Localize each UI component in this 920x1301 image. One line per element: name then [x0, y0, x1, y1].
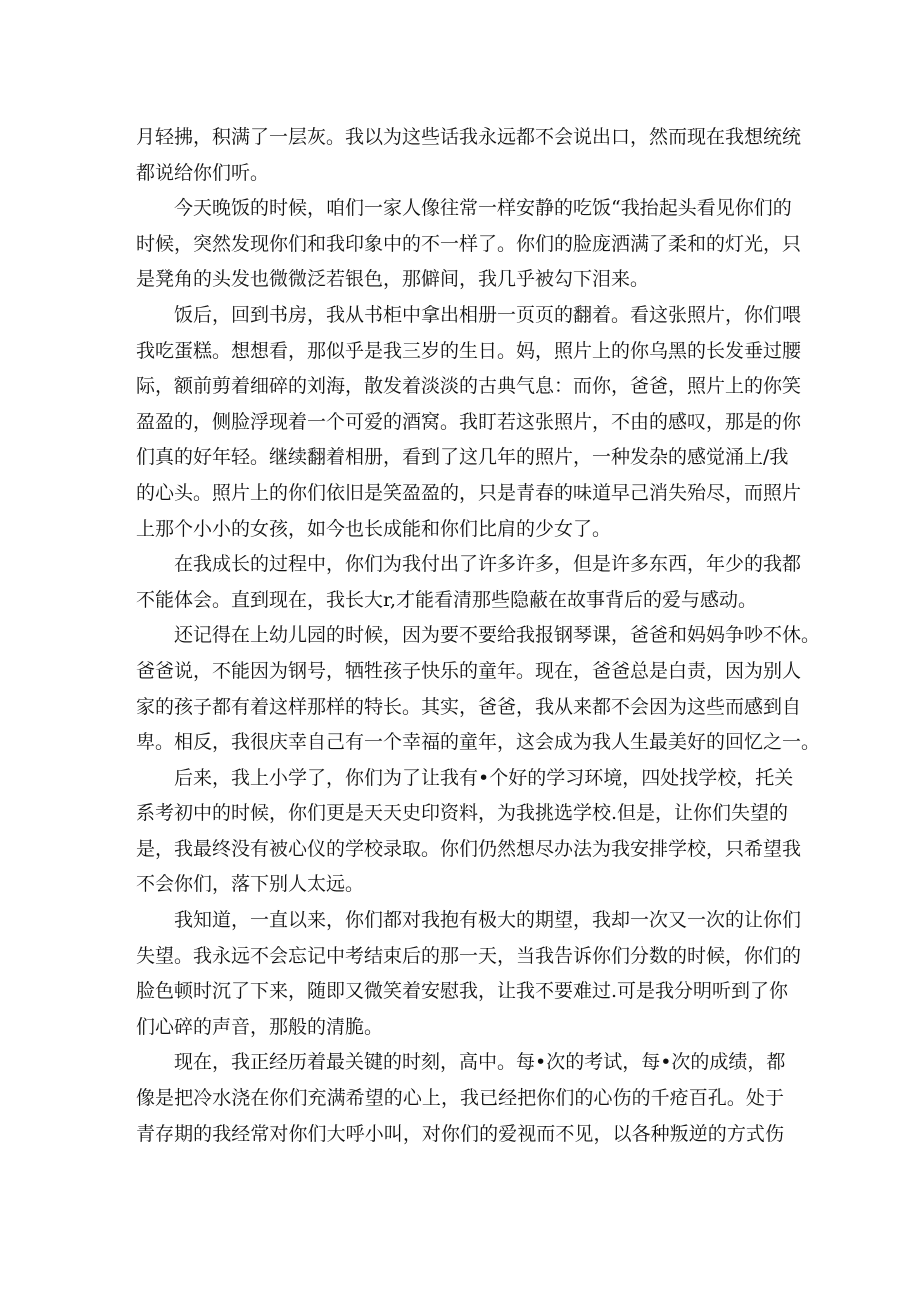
- text-line: 们心碎的声音，那般的清脆。: [136, 1015, 384, 1038]
- text-line: 时候，突然发现你们和我印象中的不一样了。你们的脸庞洒满了柔和的灯光，只: [136, 232, 802, 255]
- text-line: 际，额前剪着细碎的刘海，散发着淡淡的古典气息：而你，爸爸，照片上的你笑: [136, 375, 802, 398]
- text-line: 都说给你们听。: [136, 161, 270, 184]
- text-line: 们真的好年轻。继续翻着相册，看到了这几年的照片，一种发杂的感觉涌上/我: [136, 446, 789, 469]
- text-line: 不会你们，落下别人太远。: [136, 873, 365, 896]
- text-line: 是凳角的头发也微微泛若银色，那僻间，我几乎被勾下泪来。: [136, 268, 650, 291]
- paragraph-8: [136, 1045, 784, 1152]
- text-line: 后来，我上小学了，你们为了让我有•个好的学习环境，四处找学校，托关: [174, 766, 794, 789]
- text-line: 家的孩子都有着这样那样的特长。其实，爸爸，我从来都不会因为这些而感到自: [136, 695, 802, 718]
- text-line: 卑。相反，我很庆幸自己有一个幸福的童年，这会成为我人生最美好的回忆之一。: [136, 731, 821, 754]
- paragraph-7: [136, 903, 802, 1045]
- paragraph-3: [136, 298, 802, 547]
- text-line: 我吃蛋糕。想想看，那似乎是我三岁的生日。妈，照片上的你乌黑的长发垂过腰: [136, 339, 802, 362]
- text-line: 我知道，一直以来，你们都对我抱有极大的期望，我却一次又一次的让你们: [174, 909, 802, 932]
- paragraph-5: [136, 618, 821, 760]
- paragraph-2: [136, 191, 802, 298]
- text-line: 今天晚饭的时候，咱们一家人像往常一样安静的吃饭“我抬起头看见你们的: [174, 197, 792, 220]
- paragraph-1: [136, 120, 802, 191]
- text-line: 在我成长的过程中，你们为我付出了许多许多，但是许多东西，年少的我都: [174, 553, 802, 576]
- paragraph-6: [136, 761, 802, 903]
- text-line: 像是把冷水浇在你们充满希望的心上，我已经把你们的心伤的千疮百孔。处于: [136, 1087, 784, 1110]
- text-line: 青存期的我经常对你们大呼小叫，对你们的爱视而不见，以各种叛逆的方式伤: [136, 1122, 784, 1145]
- text-line: 饭后，回到书房，我从书柜中拿出相册一页页的翻着。看这张照片，你们喂: [174, 303, 802, 326]
- text-line: 月轻拂，积满了一层灰。我以为这些话我永远都不会说出口，然而现在我想统统: [136, 126, 802, 148]
- paragraph-4: [136, 547, 802, 618]
- essay-body: [136, 120, 821, 1152]
- text-line: 爸爸说，不能因为钢号，牺牲孩子快乐的童年。现在，爸爸总是白责，因为别人: [136, 659, 802, 682]
- text-line: 脸色顿时沉了下来，随即又微笑着安慰我，让我不要难过.可是我分明听到了你: [136, 980, 789, 1003]
- text-line: 的心头。照片上的你们依旧是笑盈盈的，只是青春的味道早己消失殆尽，而照片: [136, 481, 802, 504]
- text-line: 还记得在上幼儿园的时候，因为要不要给我报钢琴课，爸爸和妈妈争吵不休。: [174, 624, 821, 647]
- text-line: 盈盈的，侧脸浮现着一个可爱的酒窝。我盯若这张照片，不由的感叹，那是的你: [136, 410, 802, 433]
- text-line: 系考初中的时候，你们更是天天史印资料，为我挑选学校.但是，让你们失望的: [136, 802, 789, 825]
- text-line: 是，我最终没有被心仪的学校录取。你们仍然想尽办法为我安排学校，只希望我: [136, 837, 802, 860]
- text-line: 失望。我永远不会忘记中考结束后的那一天，当我告诉你们分数的时候，你们的: [136, 944, 802, 967]
- text-line: 不能体会。直到现在，我长大r,才能看清那些隐蔽在故事背后的爱与感动。: [136, 588, 758, 611]
- text-line: 现在，我正经历着最关键的时刻，高中。每•次的考试，每•次的成绩，都: [174, 1051, 786, 1074]
- text-line: 上那个小小的女孩，如今也长成能和你们比肩的少女了。: [136, 517, 612, 540]
